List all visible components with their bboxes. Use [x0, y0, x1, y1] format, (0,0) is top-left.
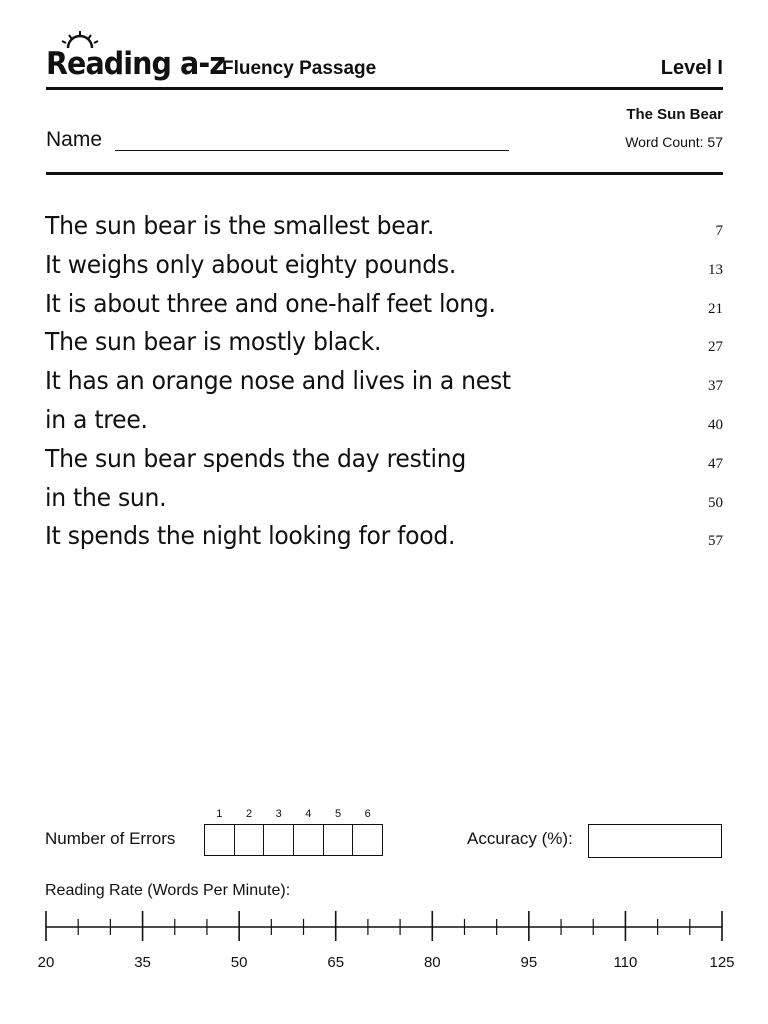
- reading-rate-label: Reading Rate (Words Per Minute):: [45, 882, 291, 899]
- error-box-number: 1: [216, 808, 223, 820]
- passage-line-text: The sun bear is mostly black.: [45, 327, 382, 357]
- error-box[interactable]: [353, 808, 383, 856]
- name-field-line[interactable]: [115, 150, 509, 151]
- errors-label: Number of Errors: [45, 829, 176, 848]
- scale-tick-label: 80: [423, 954, 441, 971]
- scale-tick-label: 50: [230, 954, 248, 971]
- error-box-number: 6: [364, 808, 371, 820]
- passage: [45, 207, 725, 556]
- scale-tick-label: 20: [37, 954, 55, 971]
- accuracy-label: Accuracy (%):: [467, 829, 573, 848]
- running-word-count: 57: [708, 533, 723, 550]
- running-word-count: 37: [708, 378, 723, 395]
- passage-line: [45, 440, 725, 479]
- passage-line-text: The sun bear spends the day resting: [45, 443, 467, 473]
- error-box[interactable]: [324, 808, 354, 856]
- section-divider: [46, 172, 723, 175]
- error-box-number: 4: [305, 808, 312, 820]
- passage-line: [45, 323, 725, 362]
- passage-line-text: The sun bear is the smallest bear.: [45, 211, 435, 240]
- running-word-count: 7: [715, 223, 723, 239]
- word-count: Word Count: 57: [625, 134, 723, 150]
- scale-tick-label: 35: [134, 954, 151, 971]
- reading-az-logo: [46, 36, 225, 84]
- passage-line: [45, 246, 725, 285]
- passage-line-text: It weighs only about eighty pounds.: [45, 249, 457, 279]
- name-label: Name: [46, 128, 103, 151]
- level-label: Level I: [660, 57, 723, 79]
- brand-name: Reading a-z: [46, 46, 225, 82]
- error-box-number: 2: [245, 808, 253, 820]
- passage-line-text: It is about three and one-half feet long.: [45, 288, 496, 318]
- error-box[interactable]: [294, 808, 324, 856]
- passage-line: [45, 207, 725, 246]
- passage-line: [45, 479, 725, 518]
- running-word-count: 27: [708, 339, 723, 356]
- passage-line-text: in the sun.: [45, 482, 167, 512]
- passage-line: [45, 285, 725, 324]
- error-box[interactable]: [264, 808, 294, 856]
- running-word-count: 13: [708, 261, 723, 278]
- running-word-count: 21: [708, 300, 723, 317]
- passage-line-text: in a tree.: [45, 404, 148, 434]
- error-box[interactable]: [235, 808, 265, 856]
- scale-tick-label: 110: [613, 954, 638, 971]
- reading-rate-scale: [30, 900, 740, 980]
- passage-line-text: It has an orange nose and lives in a nest: [45, 366, 511, 396]
- scale-tick-label: 65: [327, 954, 345, 971]
- running-word-count: 40: [708, 416, 723, 433]
- story-title: The Sun Bear: [626, 106, 723, 123]
- running-word-count: 47: [708, 455, 723, 472]
- passage-line: [45, 401, 725, 440]
- running-word-count: 50: [708, 494, 723, 511]
- error-box[interactable]: [204, 808, 235, 856]
- error-box-number: 5: [334, 808, 342, 820]
- error-boxes: [204, 808, 383, 858]
- page-subtitle: Fluency Passage: [222, 58, 377, 79]
- passage-line: [45, 362, 725, 401]
- scale-tick-label: 125: [709, 954, 735, 971]
- passage-line: [45, 517, 725, 556]
- header-divider: [46, 87, 723, 90]
- scale-tick-label: 95: [520, 954, 538, 971]
- passage-line-text: It spends the night looking for food.: [45, 521, 456, 551]
- error-box-number: 3: [275, 808, 282, 820]
- accuracy-box[interactable]: [588, 824, 722, 858]
